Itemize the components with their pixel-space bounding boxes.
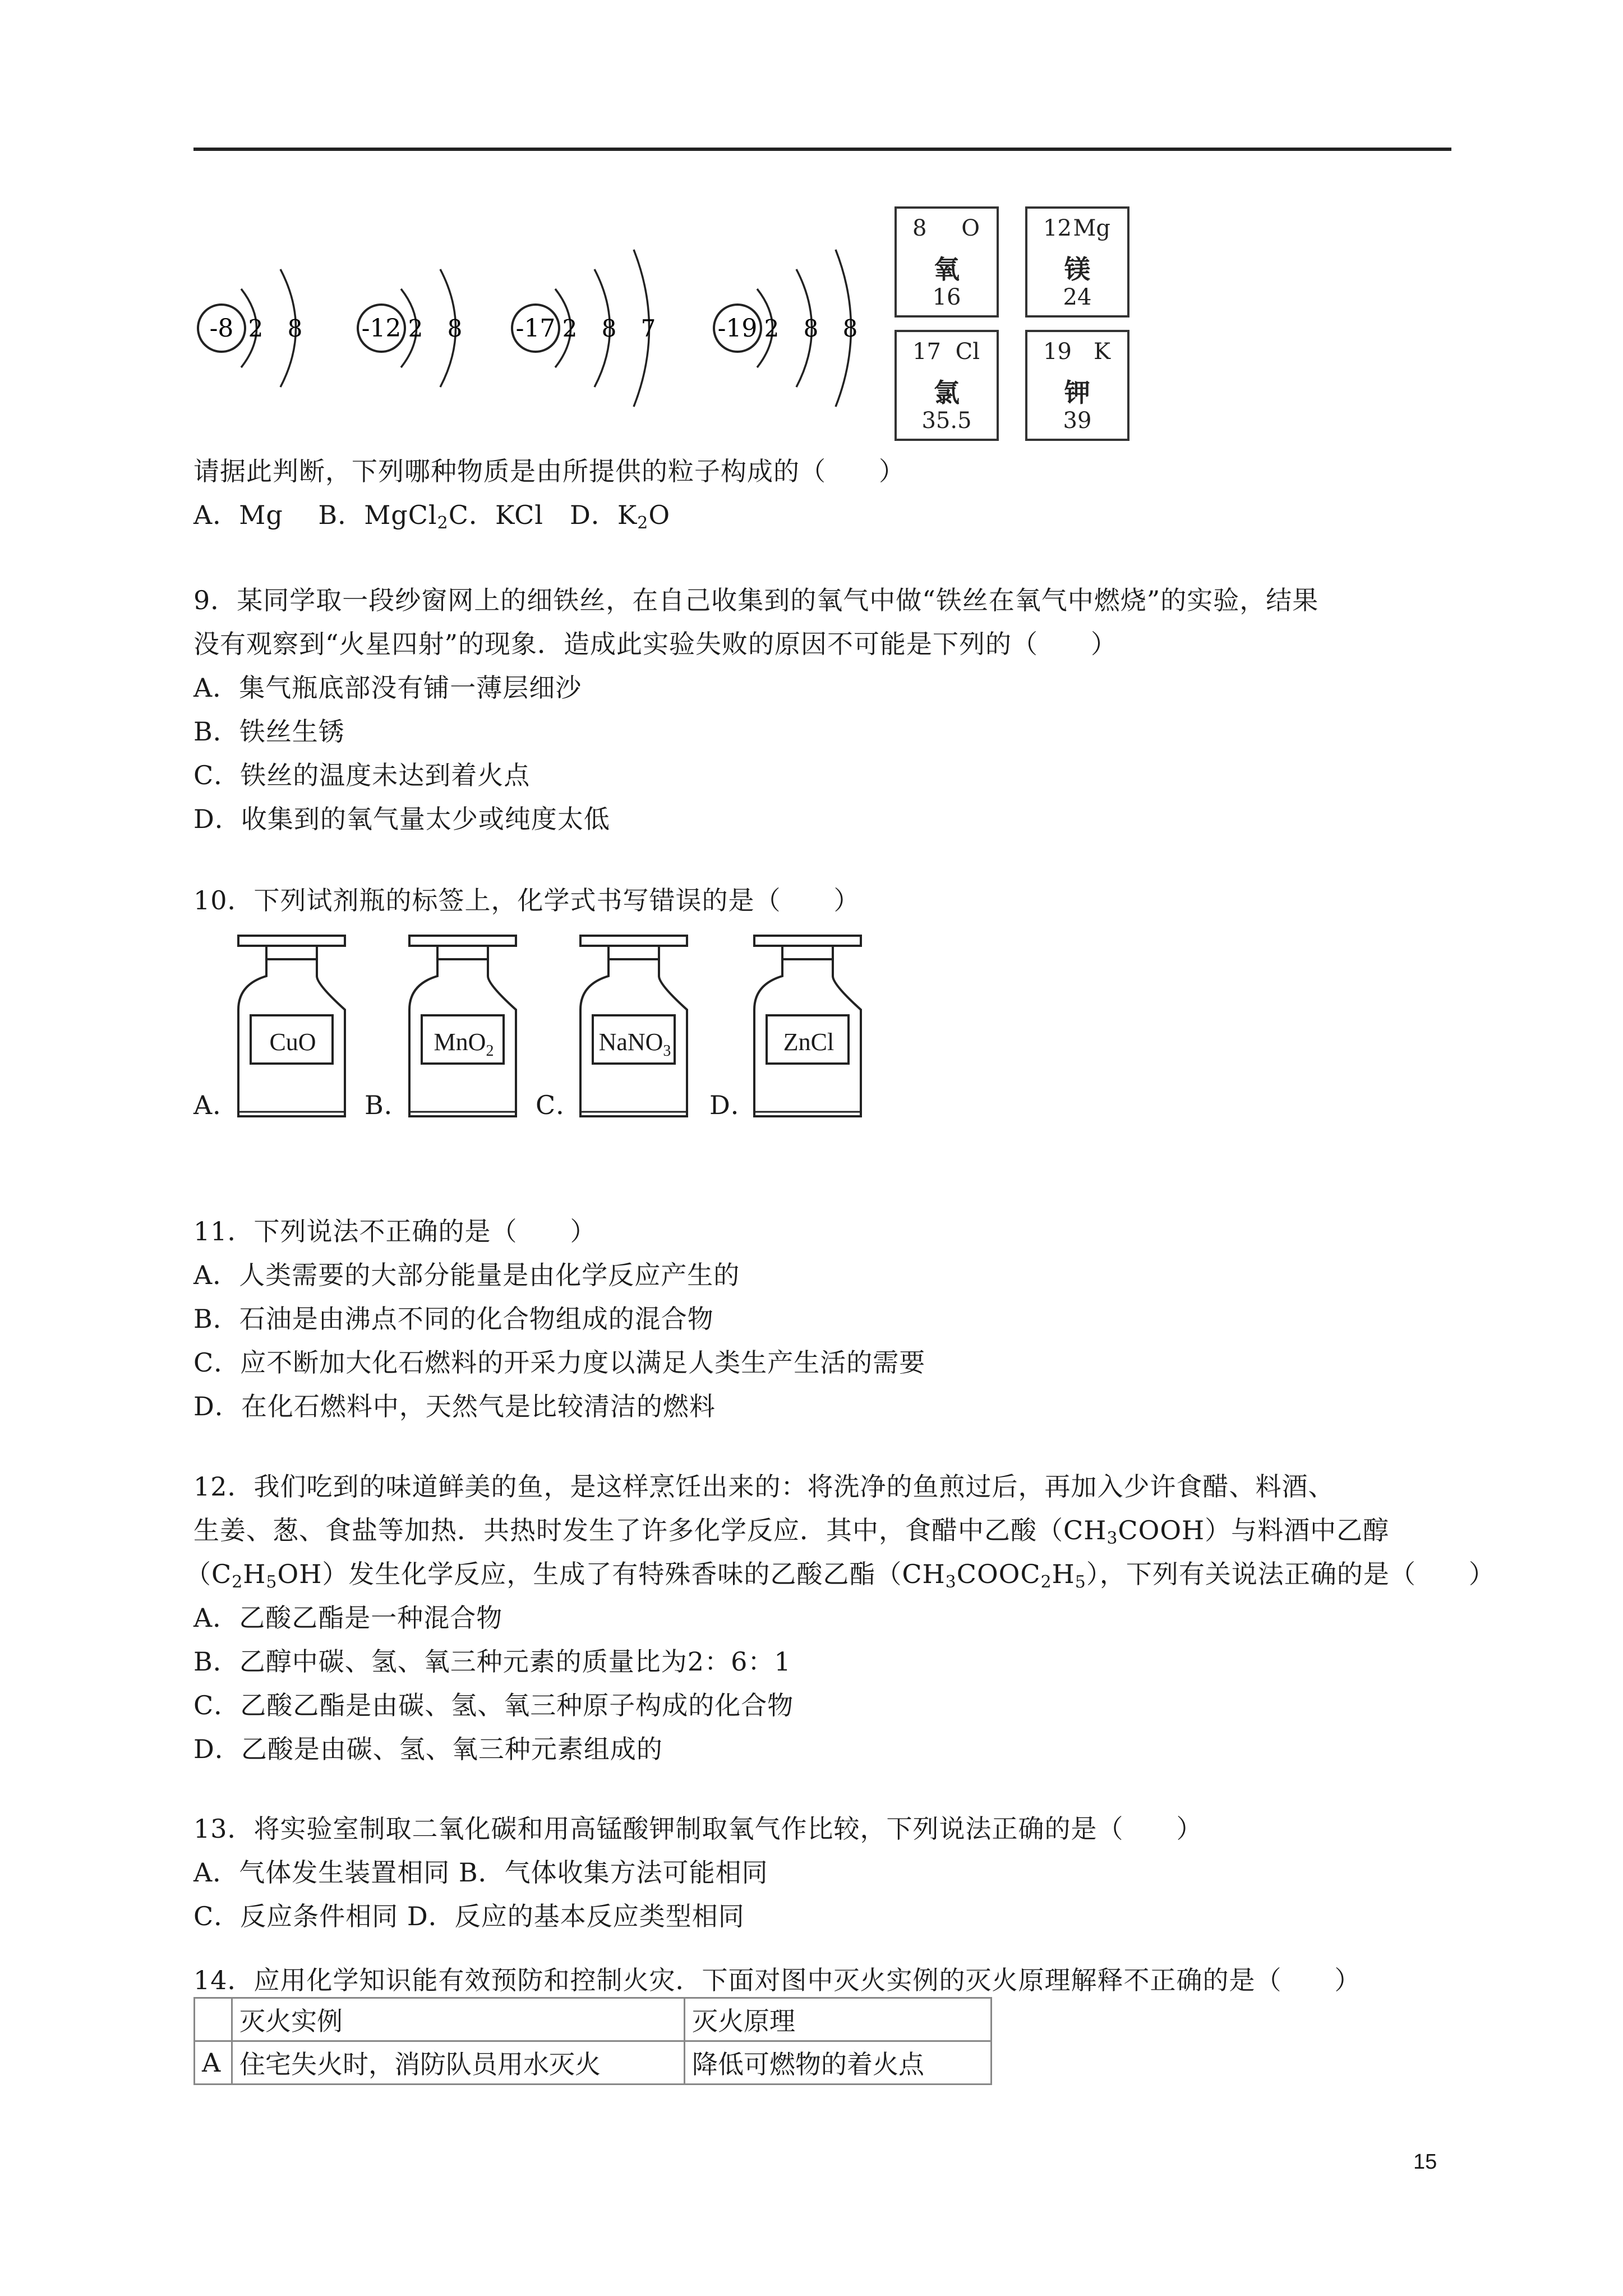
electron-count: 8 <box>842 315 858 342</box>
element-symbol: Cl <box>955 339 980 365</box>
q13-stem: 13．将实验室制取二氧化碳和用高锰酸钾制取氧气作比较，下列说法正确的是（ ） <box>193 1814 1203 1844</box>
q12-option-a: A．乙酸乙酯是一种混合物 <box>193 1603 503 1633</box>
q9-option-d: D．收集到的氧气量太少或纯度太低 <box>193 804 610 834</box>
q14-stem: 14．应用化学知识能有效预防和控制火灾．下面对图中灭火实例的灭火原理解释不正确的是（ ） <box>193 1965 1361 1995</box>
element-symbol: Mg <box>1073 215 1110 241</box>
element-name: 氯 <box>934 378 960 408</box>
electron-count: 8 <box>447 315 463 342</box>
nucleus-charge: -8 <box>209 314 234 343</box>
page-number: 15 <box>1413 2150 1437 2174</box>
element-card <box>895 330 999 441</box>
electron-count: 2 <box>408 315 423 342</box>
table-header-cell <box>195 1998 232 2041</box>
atomic-mass: 24 <box>1063 284 1092 310</box>
bottle-option-letter: B． <box>365 1090 411 1120</box>
bottle-label-formula: NaNO$_3$ <box>598 1028 671 1060</box>
table-cell: A <box>195 2041 232 2085</box>
table-cell: 降低可燃物的着火点 <box>685 2041 992 2085</box>
bottle-option-letter: D． <box>709 1090 757 1120</box>
nucleus-charge: -19 <box>717 314 758 343</box>
table-cell: 住宅失火时，消防队员用水灭火 <box>232 2041 685 2085</box>
element-name: 氧 <box>934 254 960 284</box>
element-card <box>1025 206 1129 318</box>
q12-line3: $(C_2H_5OH)$发生化学反应，生成了有特殊香味的乙酸乙酯$(CH_3COOC_2H_5)$，下列有关说法正确的是（ ） <box>185 1559 1495 1592</box>
atom-structure-diagrams <box>185 208 914 409</box>
atomic-number: 12 <box>1043 215 1072 241</box>
nucleus-charge: -17 <box>515 314 556 343</box>
electron-count: 8 <box>601 315 617 342</box>
atomic-mass: 39 <box>1063 408 1092 434</box>
q12-option-d: D．乙酸是由碳、氢、氧三种元素组成的 <box>193 1734 663 1764</box>
electron-count: 2 <box>764 315 780 342</box>
atom-diagram <box>198 269 302 387</box>
reagent-bottle <box>749 931 872 1122</box>
electron-count: 8 <box>803 315 819 342</box>
bottle-option-letter: C． <box>536 1090 583 1120</box>
q13-options-cd: C．反应条件相同 D．反应的基本反应类型相同 <box>193 1901 745 1931</box>
electron-count: 2 <box>248 315 264 342</box>
reagent-bottle <box>233 931 356 1122</box>
atomic-mass: 35.5 <box>921 408 972 434</box>
q9-option-b: B．铁丝生锈 <box>193 716 345 747</box>
q12-line1: 12．我们吃到的味道鲜美的鱼，是这样烹饪出来的：将洗净的鱼煎过后，再加入少许食醋、料酒、 <box>193 1471 1335 1502</box>
q11-option-b: B．石油是由沸点不同的化合物组成的混合物 <box>193 1304 714 1334</box>
bottle-option-letter: A． <box>193 1090 239 1120</box>
atomic-number: 8 <box>912 215 927 241</box>
table-header-row <box>195 1998 992 2041</box>
q11-option-c: C．应不断加大化石燃料的开采力度以满足人类生产生活的需要 <box>193 1347 926 1378</box>
atomic-number: 19 <box>1043 339 1072 365</box>
bottle-label-formula: MnO$_2$ <box>434 1028 494 1060</box>
table-header-cell: 灭火实例 <box>232 1998 685 2041</box>
table-row <box>195 2041 992 2085</box>
q8-options: A．Mg B．MgCl$_2$C．KCl D．$K_2O$ <box>193 500 671 533</box>
electron-count: 2 <box>562 315 578 342</box>
element-name: 钾 <box>1064 378 1090 408</box>
q10-stem: 10．下列试剂瓶的标签上，化学式书写错误的是（ ） <box>193 885 860 915</box>
reagent-bottle <box>575 931 698 1122</box>
nucleus-charge: -12 <box>361 314 402 343</box>
q8-stem: 请据此判断，下列哪种物质是由所提供的粒子构成的（ ） <box>193 456 905 486</box>
q12-option-c: C．乙酸乙酯是由碳、氢、氧三种原子构成的化合物 <box>193 1690 794 1720</box>
element-symbol: K <box>1094 339 1110 365</box>
atomic-mass: 16 <box>932 284 961 310</box>
q13-options-ab: A．气体发生装置相同 B．气体收集方法可能相同 <box>193 1857 768 1888</box>
element-card <box>895 206 999 318</box>
q9-line2: 没有观察到“火星四射”的现象．造成此实验失败的原因不可能是下列的（ ） <box>193 629 1118 659</box>
electron-count: 8 <box>287 315 303 342</box>
q9-line1: 9．某同学取一段纱窗网上的细铁丝，在自己收集到的氧气中做“铁丝在氧气中燃烧”的实验，结果 <box>193 585 1319 615</box>
bottle-label-formula: ZnCl <box>783 1028 834 1056</box>
table-header-cell: 灭火原理 <box>685 1998 992 2041</box>
q12-line2: 生姜、葱、食盐等加热．共热时发生了许多化学反应．其中，食醋中乙酸$(CH_3COOH)$与料酒中乙醇 <box>193 1515 1390 1548</box>
q11-stem: 11．下列说法不正确的是（ ） <box>193 1216 597 1246</box>
element-symbol: O <box>961 215 980 241</box>
reagent-bottle <box>404 931 527 1122</box>
q9-option-c: C．铁丝的温度未达到着火点 <box>193 760 531 790</box>
electron-count: 7 <box>640 315 656 342</box>
q12-option-b: B．乙醇中碳、氢、氧三种元素的质量比为2：6：1 <box>193 1646 791 1677</box>
q9-option-a: A．集气瓶底部没有铺一薄层细沙 <box>193 673 582 703</box>
atom-diagram <box>358 269 462 387</box>
q11-option-a: A．人类需要的大部分能量是由化学反应产生的 <box>193 1260 740 1290</box>
atom-diagram <box>714 250 857 407</box>
bottle-label-formula: CuO <box>269 1028 316 1056</box>
element-card <box>1025 330 1129 441</box>
q14-table <box>193 1997 992 2085</box>
q11-option-d: D．在化石燃料中，天然气是比较清洁的燃料 <box>193 1391 716 1421</box>
atomic-number: 17 <box>912 339 941 365</box>
header-rule <box>193 148 1451 151</box>
element-name: 镁 <box>1064 254 1090 284</box>
atom-diagram <box>512 250 656 407</box>
